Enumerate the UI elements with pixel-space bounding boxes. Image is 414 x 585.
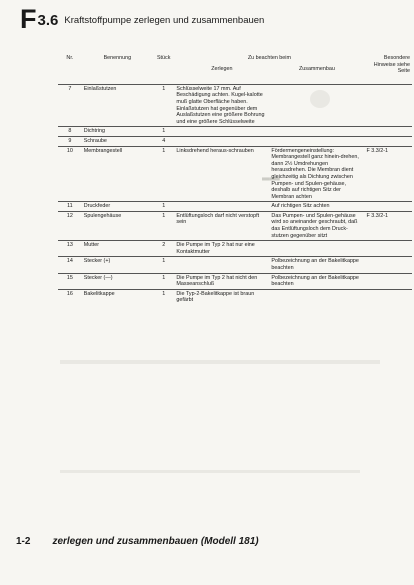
page-header (20, 6, 264, 33)
quantity: 1 (153, 146, 174, 202)
row-number: 13 (58, 241, 82, 257)
footer-title: zerlegen und zusammenbauen (Modell 181) (52, 536, 259, 547)
page-number: 1-2 (16, 536, 31, 547)
bleed-through-mark (60, 470, 360, 473)
table-row (58, 84, 412, 127)
row-number: 11 (58, 202, 82, 212)
part-name: Membrangestell (82, 146, 153, 202)
table-row (58, 257, 412, 273)
note-zerlegen (174, 257, 269, 273)
page-reference (364, 84, 412, 127)
part-name: Spulengehäuse (82, 211, 153, 240)
note-zusammenbau (269, 84, 364, 127)
section-letter: F (20, 4, 36, 34)
page-reference: F 3.3/2-1 (364, 211, 412, 240)
note-zerlegen: Linksdrehend heraus-schrauben (174, 146, 269, 202)
bleed-through-mark: ▀▀▀▀▀ (262, 178, 280, 184)
row-number: 10 (58, 146, 82, 202)
page-reference (364, 127, 412, 137)
header-qty: Stück (156, 55, 171, 61)
note-zusammenbau: Fördermengeneinstellung: Membrangestell ganz hinein-drehen, dann 2½ Umdrehungen herausdrehen. Die Membran dient gleichzeitig als Dichtung zwischen Pumpen- und Spulen-gehäuse, deshalb auf richtigen Sitz der Membran achten (269, 146, 364, 202)
note-zerlegen: Die Pumpe im Typ 2 hat nicht den Masseanschluß (174, 273, 269, 289)
page-footer (16, 536, 259, 547)
part-name: Dichtring (82, 127, 153, 137)
table-row (58, 202, 412, 212)
note-zusammenbau (269, 241, 364, 257)
quantity: 4 (153, 136, 174, 146)
part-name: Druckfeder (82, 202, 153, 212)
table-row (58, 146, 412, 202)
row-number: 16 (58, 289, 82, 305)
part-name: Stecker (—) (82, 273, 153, 289)
note-zusammenbau: Das Pumpen- und Spulen-gehäuse wird so aneinander geschraubt, daß das Entlüftungsloch dem Druck-stutzen gegenüber sitzt (269, 211, 364, 240)
header-nr: Nr. (66, 55, 74, 61)
note-zerlegen: Die Pumpe im Typ 2 hat nur eine Kontaktmutter (174, 241, 269, 257)
table-row (58, 289, 412, 305)
part-name: Mutter (82, 241, 153, 257)
page-reference (364, 289, 412, 305)
quantity: 1 (153, 127, 174, 137)
quantity: 1 (153, 289, 174, 305)
section-number: 3.6 (37, 12, 59, 29)
note-zusammenbau (269, 289, 364, 305)
part-name: Stecker (+) (82, 257, 153, 273)
table-row (58, 273, 412, 289)
header-name: Benennung (103, 55, 132, 61)
header-group: Zu beachten beim (247, 55, 291, 61)
header-zusammenbau: Zusammenbau (298, 65, 335, 72)
table-row (58, 136, 412, 146)
note-zusammenbau: Auf richtigen Sitz achten (269, 202, 364, 212)
page-reference (364, 273, 412, 289)
note-zerlegen: Entlüftungsloch darf nicht verstopft sein (174, 211, 269, 240)
quantity: 1 (153, 202, 174, 212)
header-zerlegen: Zerlegen (211, 65, 233, 72)
note-zusammenbau (269, 127, 364, 137)
quantity: 1 (153, 257, 174, 273)
quantity: 1 (153, 84, 174, 127)
row-number: 14 (58, 257, 82, 273)
row-number: 15 (58, 273, 82, 289)
note-zerlegen: Die Typ-2-Bakelitkappe ist braun gefärbt (174, 289, 269, 305)
part-name: Einlaßstutzen (82, 84, 153, 127)
note-zusammenbau (269, 136, 364, 146)
page-reference (364, 241, 412, 257)
quantity: 1 (153, 211, 174, 240)
part-name: Bakelitkappe (82, 289, 153, 305)
quantity: 2 (153, 241, 174, 257)
table-body (58, 84, 412, 305)
note-zerlegen: Schlüsselweite 17 mm. Auf Beschädigung achten. Kugel-kalotte muß glatte Oberfläche haben. Einlaßstutzen hat gegenüber dem Auslaßstutzen eine größere Bohrung und eine größere Schlüsselweite (174, 84, 269, 127)
table-row (58, 241, 412, 257)
bleed-through-mark (60, 360, 380, 364)
page-reference: F 3.3/2-1 (364, 146, 412, 202)
row-number: 7 (58, 84, 82, 127)
row-number: 12 (58, 211, 82, 240)
note-zusammenbau: Polbezeichnung an der Bakelitkappe beachten (269, 273, 364, 289)
quantity: 1 (153, 273, 174, 289)
note-zerlegen (174, 127, 269, 137)
note-zusammenbau: Polbezeichnung an der Bakelitkappe beachten (269, 257, 364, 273)
page-reference (364, 202, 412, 212)
part-name: Schraube (82, 136, 153, 146)
page-reference (364, 136, 412, 146)
note-zerlegen (174, 202, 269, 212)
row-number: 8 (58, 127, 82, 137)
section-title: Kraftstoffpumpe zerlegen und zusammenbauen (64, 15, 265, 26)
row-number: 9 (58, 136, 82, 146)
table-row (58, 211, 412, 240)
parts-table (58, 54, 412, 305)
header-hint: Besondere Hinweise siehe Seite (373, 55, 410, 75)
note-zerlegen (174, 136, 269, 146)
table-row (58, 127, 412, 137)
page-reference (364, 257, 412, 273)
